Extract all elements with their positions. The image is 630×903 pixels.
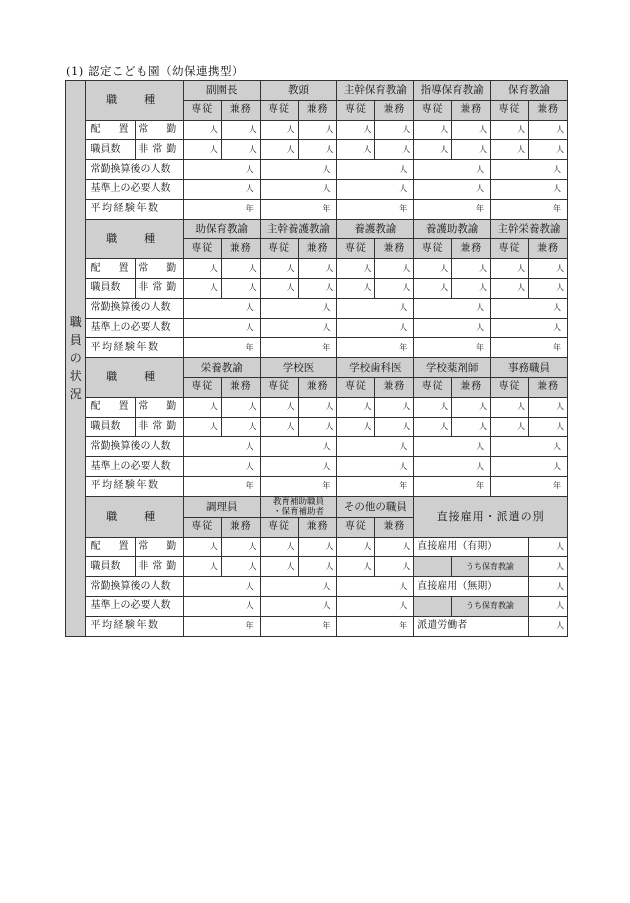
kanzan-label: 常勤換算後の人数: [86, 437, 183, 457]
kijun-cell[interactable]: 人: [183, 596, 260, 616]
senju-header: 専従: [337, 517, 375, 537]
count-cell[interactable]: 人: [221, 278, 260, 298]
kanzan-cell[interactable]: 人: [414, 298, 491, 318]
senju-header: 専従: [491, 100, 529, 120]
employment-count-cell[interactable]: 人: [528, 596, 567, 616]
kijun-cell[interactable]: 人: [337, 596, 414, 616]
count-cell[interactable]: 人: [298, 557, 337, 577]
haichi-label: 配 置: [86, 120, 135, 140]
kijun-label: 基準上の必要人数: [86, 179, 183, 199]
heikin-label: 平均経験年数: [86, 616, 183, 636]
employment-indent: [414, 557, 452, 577]
kanzan-cell[interactable]: 人: [414, 437, 491, 457]
senju-header: 専従: [260, 517, 298, 537]
count-cell[interactable]: 人: [183, 140, 221, 160]
count-cell[interactable]: 人: [183, 259, 221, 279]
role-header: [260, 496, 337, 517]
employment-sub-label: うち保育教諭: [452, 596, 529, 616]
count-cell[interactable]: 人: [260, 417, 298, 437]
side-label-char: 員: [69, 333, 82, 348]
count-cell[interactable]: 人: [260, 120, 298, 140]
count-cell[interactable]: 人: [260, 140, 298, 160]
employment-count-cell[interactable]: 人: [528, 616, 567, 636]
count-cell[interactable]: 人: [452, 259, 491, 279]
count-cell[interactable]: 人: [452, 397, 491, 417]
kijun-cell[interactable]: 人: [183, 179, 260, 199]
count-cell[interactable]: 人: [375, 417, 414, 437]
kanzan-label: 常勤換算後の人数: [86, 160, 183, 180]
senju-header: 専従: [183, 239, 221, 259]
kijun-cell[interactable]: 人: [491, 179, 568, 199]
heikin-cell[interactable]: 年: [491, 199, 568, 219]
employment-sub-label: うち保育教諭: [452, 557, 529, 577]
count-cell[interactable]: 人: [183, 278, 221, 298]
hijokin-label: 非常勤: [135, 140, 183, 160]
count-cell[interactable]: 人: [183, 537, 221, 557]
kanzan-cell[interactable]: 人: [491, 298, 568, 318]
role-header-line: ・保育補助者: [273, 506, 325, 517]
count-cell[interactable]: 人: [452, 140, 491, 160]
role-header: 学校歯科医: [337, 358, 414, 378]
kanzan-cell[interactable]: 人: [183, 577, 260, 597]
count-cell[interactable]: 人: [221, 557, 260, 577]
count-cell[interactable]: 人: [414, 259, 452, 279]
count-cell[interactable]: 人: [491, 417, 529, 437]
count-cell[interactable]: 人: [414, 120, 452, 140]
kanzan-cell[interactable]: 人: [337, 437, 414, 457]
role-header: 助保育教諭: [183, 219, 260, 239]
kanzan-cell[interactable]: 人: [260, 577, 337, 597]
hijokin-label: 非常勤: [135, 278, 183, 298]
kenmu-header: 兼務: [298, 517, 337, 537]
count-cell[interactable]: 人: [528, 140, 567, 160]
kenmu-header: 兼務: [221, 239, 260, 259]
count-cell[interactable]: 人: [375, 140, 414, 160]
kijun-cell[interactable]: 人: [491, 318, 568, 338]
count-cell[interactable]: 人: [337, 397, 375, 417]
heikin-cell[interactable]: 年: [414, 338, 491, 358]
count-cell[interactable]: 人: [298, 397, 337, 417]
senju-header: 専従: [337, 239, 375, 259]
kenmu-header: 兼務: [221, 100, 260, 120]
count-cell[interactable]: 人: [375, 278, 414, 298]
kijun-cell[interactable]: 人: [491, 457, 568, 477]
count-cell[interactable]: 人: [491, 259, 529, 279]
side-label-char: 職: [69, 315, 82, 330]
heikin-label: 平均経験年数: [86, 199, 183, 219]
heikin-cell[interactable]: 年: [183, 616, 260, 636]
role-header: 指導保育教諭: [414, 81, 491, 101]
kenmu-header: 兼務: [298, 239, 337, 259]
employment-count-cell[interactable]: 人: [528, 557, 567, 577]
section-title: (1) 認定こども園（幼保連携型）: [66, 64, 244, 78]
heikin-cell[interactable]: 年: [491, 338, 568, 358]
staff-status-table: [65, 80, 568, 637]
kenmu-header: 兼務: [528, 100, 567, 120]
heikin-cell[interactable]: 年: [260, 338, 337, 358]
haichi-label: 配 置: [86, 537, 135, 557]
count-cell[interactable]: 人: [183, 417, 221, 437]
kanzan-cell[interactable]: 人: [337, 298, 414, 318]
heikin-cell[interactable]: 年: [183, 476, 260, 496]
role-header: 学校薬剤師: [414, 358, 491, 378]
count-cell[interactable]: 人: [221, 259, 260, 279]
kanzan-cell[interactable]: 人: [260, 298, 337, 318]
kijun-label: 基準上の必要人数: [86, 318, 183, 338]
haichi-label: 配 置: [86, 259, 135, 279]
count-cell[interactable]: 人: [298, 417, 337, 437]
count-cell[interactable]: 人: [414, 417, 452, 437]
count-cell[interactable]: 人: [337, 140, 375, 160]
senju-header: 専従: [183, 517, 221, 537]
kenmu-header: 兼務: [375, 377, 414, 397]
kenmu-header: 兼務: [452, 239, 491, 259]
count-cell[interactable]: 人: [298, 120, 337, 140]
count-cell[interactable]: 人: [260, 278, 298, 298]
shokushu-header: 職 種: [86, 496, 183, 537]
count-cell[interactable]: 人: [528, 417, 567, 437]
count-cell[interactable]: 人: [337, 278, 375, 298]
role-header: その他の職員: [337, 496, 414, 517]
count-cell[interactable]: 人: [337, 537, 375, 557]
senju-header: 専従: [491, 377, 529, 397]
heikin-cell[interactable]: 年: [183, 199, 260, 219]
kanzan-cell[interactable]: 人: [337, 577, 414, 597]
kijun-cell[interactable]: 人: [337, 457, 414, 477]
haichi-label: 配 置: [86, 397, 135, 417]
side-label-char: 況: [69, 387, 82, 402]
heikin-cell[interactable]: 年: [183, 338, 260, 358]
count-cell[interactable]: 人: [183, 397, 221, 417]
senju-header: 専従: [260, 377, 298, 397]
role-header: 調理員: [183, 496, 260, 517]
side-label-char: の: [69, 351, 82, 366]
count-cell[interactable]: 人: [414, 278, 452, 298]
count-cell[interactable]: 人: [452, 417, 491, 437]
shokushu-header: 職 種: [86, 358, 183, 398]
senju-header: 専従: [414, 100, 452, 120]
count-cell[interactable]: 人: [452, 120, 491, 140]
role-header: 教頭: [260, 81, 337, 101]
count-cell[interactable]: 人: [221, 140, 260, 160]
kijun-cell[interactable]: 人: [260, 318, 337, 338]
kenmu-header: 兼務: [452, 100, 491, 120]
count-cell[interactable]: 人: [528, 397, 567, 417]
count-cell[interactable]: 人: [491, 397, 529, 417]
senju-header: 専従: [260, 100, 298, 120]
count-cell[interactable]: 人: [260, 259, 298, 279]
kenmu-header: 兼務: [375, 239, 414, 259]
count-cell[interactable]: 人: [260, 537, 298, 557]
kenmu-header: 兼務: [375, 517, 414, 537]
count-cell[interactable]: 人: [183, 120, 221, 140]
hijokin-label: 非常勤: [135, 557, 183, 577]
kenmu-header: 兼務: [298, 377, 337, 397]
senju-header: 専従: [414, 239, 452, 259]
count-cell[interactable]: 人: [375, 537, 414, 557]
count-cell[interactable]: 人: [337, 557, 375, 577]
count-cell[interactable]: 人: [375, 259, 414, 279]
kijun-label: 基準上の必要人数: [86, 457, 183, 477]
count-cell[interactable]: 人: [452, 278, 491, 298]
jokin-label: 常 勤: [135, 397, 183, 417]
kanzan-cell[interactable]: 人: [183, 160, 260, 180]
heikin-cell[interactable]: 年: [414, 199, 491, 219]
count-cell[interactable]: 人: [528, 120, 567, 140]
count-cell[interactable]: 人: [375, 120, 414, 140]
heikin-cell[interactable]: 年: [260, 616, 337, 636]
kanzan-cell[interactable]: 人: [491, 160, 568, 180]
senju-header: 専従: [183, 377, 221, 397]
role-header: 養護教諭: [337, 219, 414, 239]
employment-count-cell[interactable]: 人: [528, 537, 567, 557]
count-cell[interactable]: 人: [491, 120, 529, 140]
side-label-char: 状: [69, 369, 82, 384]
kijun-cell[interactable]: 人: [337, 318, 414, 338]
employment-indent: [414, 596, 452, 616]
kanzan-label: 常勤換算後の人数: [86, 577, 183, 597]
kenmu-header: 兼務: [452, 377, 491, 397]
shokushu-header: 職 種: [86, 81, 183, 121]
senju-header: 専従: [260, 239, 298, 259]
role-header: 副園長: [183, 81, 260, 101]
side-label: [66, 81, 86, 637]
count-cell[interactable]: 人: [414, 140, 452, 160]
kanzan-cell[interactable]: 人: [337, 160, 414, 180]
shokuin-label: 職員数: [86, 417, 135, 437]
heikin-cell[interactable]: 年: [260, 199, 337, 219]
heikin-label: 平均経験年数: [86, 338, 183, 358]
employment-type-label: 直接雇用（有期）: [414, 537, 529, 557]
employment-header: 直接雇用・派遣の別: [414, 496, 568, 537]
kenmu-header: 兼務: [528, 239, 567, 259]
count-cell[interactable]: 人: [260, 397, 298, 417]
kijun-cell[interactable]: 人: [414, 318, 491, 338]
role-header: 栄養教諭: [183, 358, 260, 378]
role-header: 主幹栄養教諭: [491, 219, 568, 239]
count-cell[interactable]: 人: [491, 278, 529, 298]
jokin-label: 常 勤: [135, 259, 183, 279]
shokushu-header: 職 種: [86, 219, 183, 259]
heikin-cell[interactable]: 年: [337, 199, 414, 219]
employment-type-label: 直接雇用（無期）: [414, 577, 529, 597]
count-cell[interactable]: 人: [337, 120, 375, 140]
heikin-cell[interactable]: 年: [491, 476, 568, 496]
count-cell[interactable]: 人: [528, 278, 567, 298]
shokuin-label: 職員数: [86, 140, 135, 160]
kanzan-cell[interactable]: 人: [183, 437, 260, 457]
jokin-label: 常 勤: [135, 120, 183, 140]
heikin-cell[interactable]: 年: [414, 476, 491, 496]
role-header: 養護助教諭: [414, 219, 491, 239]
count-cell[interactable]: 人: [375, 397, 414, 417]
count-cell[interactable]: 人: [260, 557, 298, 577]
heikin-cell[interactable]: 年: [337, 476, 414, 496]
kijun-cell[interactable]: 人: [260, 596, 337, 616]
kijun-label: 基準上の必要人数: [86, 596, 183, 616]
count-cell[interactable]: 人: [414, 397, 452, 417]
kanzan-cell[interactable]: 人: [414, 160, 491, 180]
heikin-cell[interactable]: 年: [337, 338, 414, 358]
count-cell[interactable]: 人: [298, 259, 337, 279]
senju-header: 専従: [414, 377, 452, 397]
count-cell[interactable]: 人: [375, 557, 414, 577]
kenmu-header: 兼務: [221, 377, 260, 397]
kijun-cell[interactable]: 人: [260, 179, 337, 199]
count-cell[interactable]: 人: [298, 140, 337, 160]
count-cell[interactable]: 人: [183, 557, 221, 577]
count-cell[interactable]: 人: [221, 397, 260, 417]
kijun-cell[interactable]: 人: [183, 457, 260, 477]
role-header: 主幹保育教諭: [337, 81, 414, 101]
employment-count-cell[interactable]: 人: [528, 577, 567, 597]
heikin-label: 平均経験年数: [86, 476, 183, 496]
role-header-line: 教育補助職員: [273, 496, 325, 507]
count-cell[interactable]: 人: [337, 259, 375, 279]
kijun-cell[interactable]: 人: [260, 457, 337, 477]
count-cell[interactable]: 人: [528, 259, 567, 279]
count-cell[interactable]: 人: [491, 140, 529, 160]
count-cell[interactable]: 人: [337, 417, 375, 437]
kijun-cell[interactable]: 人: [183, 318, 260, 338]
kanzan-cell[interactable]: 人: [491, 437, 568, 457]
kijun-cell[interactable]: 人: [414, 457, 491, 477]
shokuin-label: 職員数: [86, 278, 135, 298]
shokuin-label: 職員数: [86, 557, 135, 577]
senju-header: 専従: [183, 100, 221, 120]
senju-header: 専従: [337, 100, 375, 120]
kanzan-cell[interactable]: 人: [183, 298, 260, 318]
count-cell[interactable]: 人: [298, 278, 337, 298]
count-cell[interactable]: 人: [221, 417, 260, 437]
employment-type-label: 派遣労働者: [414, 616, 529, 636]
kijun-cell[interactable]: 人: [414, 179, 491, 199]
hijokin-label: 非常勤: [135, 417, 183, 437]
senju-header: 専従: [491, 239, 529, 259]
kanzan-label: 常勤換算後の人数: [86, 298, 183, 318]
kanzan-cell[interactable]: 人: [260, 437, 337, 457]
heikin-cell[interactable]: 年: [337, 616, 414, 636]
kanzan-cell[interactable]: 人: [260, 160, 337, 180]
kenmu-header: 兼務: [298, 100, 337, 120]
kenmu-header: 兼務: [528, 377, 567, 397]
count-cell[interactable]: 人: [298, 537, 337, 557]
kijun-cell[interactable]: 人: [337, 179, 414, 199]
senju-header: 専従: [337, 377, 375, 397]
jokin-label: 常 勤: [135, 537, 183, 557]
role-header: 学校医: [260, 358, 337, 378]
kenmu-header: 兼務: [375, 100, 414, 120]
count-cell[interactable]: 人: [221, 120, 260, 140]
role-header: 保育教諭: [491, 81, 568, 101]
role-header: 事務職員: [491, 358, 568, 378]
kenmu-header: 兼務: [221, 517, 260, 537]
count-cell[interactable]: 人: [221, 537, 260, 557]
heikin-cell[interactable]: 年: [260, 476, 337, 496]
role-header: 主幹養護教諭: [260, 219, 337, 239]
